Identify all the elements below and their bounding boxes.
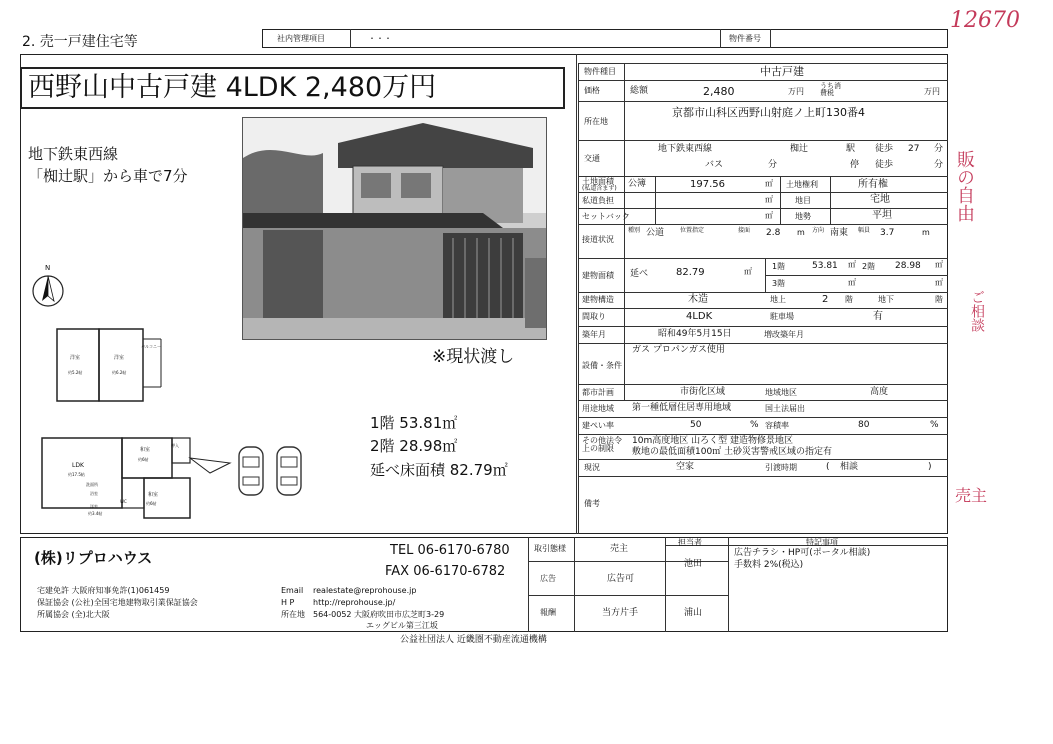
fp-1f-youshitsu: 洋室 (90, 504, 98, 509)
floor-1-area: 53.81 (812, 261, 838, 271)
extension-label: 増改築年月 (764, 330, 804, 339)
fp-1f-wc: WC (120, 499, 127, 504)
above-ground-unit: 階 (845, 295, 853, 304)
company-address-2: エッグビル第三江坂 (366, 621, 438, 630)
building-area-label: 建物面積 (582, 271, 614, 280)
layout-value: 4LDK (686, 311, 713, 322)
land-right-label: 土地権利 (786, 180, 818, 189)
email-value[interactable]: realestate@reprohouse.jp (313, 586, 417, 595)
trade-mode-value: 売主 (610, 544, 629, 554)
fp-1f-youshitsu-size: 約3.4帖 (88, 511, 103, 516)
below-ground-label: 地下 (878, 295, 894, 304)
city-plan-label: 都市計画 (582, 388, 614, 397)
floorplan-2f (55, 327, 165, 407)
traffic-label: 交通 (584, 154, 600, 163)
fee-label: 報酬 (540, 608, 556, 617)
setback-label: セットバック (582, 212, 630, 221)
floorplan-1f (40, 428, 240, 528)
traffic-line: 地下鉄東西線 (658, 144, 713, 154)
floor-area-total: 延べ床面積 82.79㎡ (370, 461, 508, 479)
handover-paren-open: ( (826, 462, 830, 472)
direction-label: 方向 (812, 227, 825, 234)
bus-label: バス (705, 160, 724, 170)
internal-admin-label: 社内管理項目 (277, 34, 325, 43)
address-label: 所在地 (584, 117, 608, 126)
price-value: 2,480 (703, 85, 735, 98)
fp-1f-closet: 押入 (171, 443, 179, 448)
company-tel: TEL 06-6170-6780 (390, 543, 510, 558)
far-value: 80 (858, 420, 870, 430)
use-zone-label: 用途地域 (582, 404, 614, 413)
floor-2-label: 2階 (862, 262, 876, 271)
special-1: 広告チラシ・HP可(ポータル相談) (734, 548, 871, 558)
layout-label: 間取り (582, 312, 606, 321)
floor-2-area: 28.98 (895, 261, 921, 271)
tax-unit: 万円 (924, 87, 940, 96)
fp-1f-wash: 洗面所 (86, 482, 98, 487)
status-value: 空家 (676, 462, 695, 472)
frontage-unit: m (797, 228, 805, 237)
height-zone-value: 高度 (870, 387, 889, 397)
terrain-label: 地勢 (795, 212, 811, 221)
other-law-2: 敷地の最低面積100㎡ 土砂災害警戒区域の指定有 (632, 447, 833, 457)
fp-2f-room-b: 洋室 (114, 355, 125, 361)
traffic-walk-min: 27 (908, 144, 920, 154)
terrain-value: 平坦 (872, 210, 892, 221)
ad-label: 広告 (540, 574, 556, 583)
fp-1f-washitsu-1: 和室 (140, 447, 151, 453)
private-road-label: 私道負担 (582, 196, 614, 205)
road-kind-label: 種別 (628, 227, 641, 234)
below-ground-unit: 階 (935, 295, 943, 304)
ad-value: 広告可 (607, 574, 635, 584)
handwritten-note-3: 売主 (955, 486, 988, 505)
handover-paren-close: ) (928, 462, 932, 472)
floor-1-unit: ㎡ (848, 260, 856, 269)
land-category-label: 地目 (795, 196, 811, 205)
bcr-unit: % (750, 420, 759, 430)
frontage-value: 2.8 (766, 228, 781, 238)
traffic-station-suffix: 駅 (846, 144, 856, 154)
house-photo (242, 117, 547, 340)
built-label: 築年月 (582, 330, 606, 339)
traffic-station: 椥辻 (790, 144, 809, 154)
car-icon (236, 445, 266, 497)
other-law-label: その他法令上の制限 (582, 436, 622, 454)
traffic-walk-label: 徒歩 (875, 144, 894, 154)
handover-value: 相談 (840, 462, 859, 472)
hp-value[interactable]: http://reprohouse.jp/ (313, 598, 396, 607)
road-position: 位置指定 (680, 227, 705, 234)
private-road-unit: ㎡ (765, 195, 773, 204)
company-assoc-1: 保証協会 (公社)全国宅地建物取引業保証協会 (37, 598, 198, 607)
stop-walk: 徒歩 (875, 160, 894, 170)
fp-1f-washitsu-1-size: 約6帖 (138, 457, 149, 462)
floor-other-unit: ㎡ (935, 278, 943, 287)
type-value: 中古戸建 (760, 65, 804, 78)
fp-2f-room-a: 洋室 (70, 355, 81, 361)
company-license: 宅建免許 大阪府知事免許(1)061459 (37, 586, 170, 595)
fp-2f-room-a-size: 約5.2帖 (68, 370, 83, 375)
access-line: 地下鉄東西線 (28, 145, 119, 163)
land-right-value: 所有権 (858, 179, 888, 190)
direction-value: 南東 (830, 228, 849, 238)
remarks-label: 備考 (584, 499, 600, 508)
other-law-1: 10m高度地区 山ろく型 建造物修景地区 (632, 436, 793, 446)
land-kobo: 公簿 (628, 179, 647, 189)
land-law-label: 国土法届出 (765, 404, 805, 413)
floor-area-2f: 2階 28.98㎡ (370, 437, 458, 455)
above-ground-value: 2 (822, 294, 829, 305)
fp-1f-ldk-size: 約17.5帖 (68, 472, 85, 477)
compass-north: N (45, 264, 51, 272)
land-area-label: 土地面積 (582, 177, 614, 186)
height-zone-label: 地域地区 (765, 388, 797, 397)
fee-value: 当方片手 (602, 608, 639, 618)
company-fax: FAX 06-6170-6782 (385, 564, 506, 579)
staff-1: 池田 (684, 559, 703, 569)
status-label: 現況 (584, 463, 600, 472)
land-area-value: 197.56 (690, 179, 725, 190)
handwritten-note-2: ご相談 (969, 290, 985, 332)
structure-label: 建物構造 (582, 295, 614, 304)
handwritten-note-1: 販の自由 (954, 150, 975, 222)
fp-2f-room-b-size: 約6.2帖 (112, 370, 127, 375)
parking-label: 駐車場 (770, 312, 794, 321)
company-address-label: 所在地 (281, 610, 305, 619)
structure-value: 木造 (688, 294, 708, 305)
email-label: Email (281, 586, 304, 595)
footer-org: 公益社団法人 近畿圏不動産流通機構 (400, 635, 547, 645)
handwritten-number: 12670 (950, 8, 1020, 33)
land-area-sub: (私道含まず) (582, 185, 617, 192)
fp-1f-ldk: LDK (72, 462, 84, 469)
width-label: 幅員 (858, 227, 871, 234)
fp-1f-washitsu-2: 和室 (148, 492, 159, 498)
width-value: 3.7 (880, 228, 895, 238)
building-area-value: 82.79 (676, 267, 705, 278)
traffic-min-unit: 分 (934, 144, 944, 154)
building-nobe: 延べ (630, 269, 649, 279)
stop-label: 停 (850, 160, 860, 170)
building-area-unit: ㎡ (744, 267, 752, 276)
land-area-unit: ㎡ (765, 179, 773, 188)
parking-value: 有 (873, 311, 883, 322)
floor-3-label: 3階 (772, 279, 786, 288)
fp-1f-bath: 浴室 (90, 491, 98, 496)
property-number-label: 物件番号 (729, 34, 761, 43)
price-unit: 万円 (788, 87, 804, 96)
special-label: 特記事項 (806, 538, 838, 547)
setback-unit: ㎡ (765, 211, 773, 220)
price-total-label: 総額 (630, 86, 649, 96)
floor-3-unit: ㎡ (848, 278, 856, 287)
land-category-value: 宅地 (870, 194, 890, 205)
far-label: 容積率 (765, 421, 789, 430)
road-label: 接道状況 (582, 235, 614, 244)
access-station: 「椥辻駅」から車で7分 (28, 167, 188, 185)
trade-mode-label: 取引態様 (534, 544, 566, 553)
stop-unit: 分 (934, 160, 944, 170)
special-2: 手数料 2%(税込) (734, 560, 804, 570)
fp-1f-washitsu-2-size: 約6帖 (146, 501, 157, 506)
far-unit: % (930, 420, 939, 430)
section-title: 2. 売一戸建住宅等 (22, 34, 138, 50)
car-icon (274, 445, 304, 497)
road-type: 公道 (646, 228, 665, 238)
facility-value: ガス プロパンガス使用 (632, 345, 725, 355)
floor-2-unit: ㎡ (935, 260, 943, 269)
width-unit: m (922, 228, 930, 237)
company-assoc-2: 所属協会 (全)北大阪 (37, 610, 110, 619)
headline: 西野山中古戸建 4LDK 2,480万円 (28, 72, 437, 103)
staff-label: 担当者 (678, 538, 702, 547)
bcr-label: 建ぺい率 (582, 421, 614, 430)
type-label: 物件種目 (584, 67, 616, 76)
bus-unit: 分 (768, 160, 778, 170)
floor-area-1f: 1階 53.81㎡ (370, 414, 458, 432)
compass-icon (29, 270, 67, 308)
city-plan-value: 市街化区域 (680, 387, 726, 397)
above-ground-label: 地上 (770, 295, 786, 304)
built-value: 昭和49年5月15日 (658, 329, 732, 339)
handover-label: 引渡時期 (765, 463, 797, 472)
fp-2f-balcony: バルコニー (141, 344, 161, 349)
staff-2: 浦山 (684, 608, 703, 618)
internal-admin-box (262, 29, 948, 48)
tax-label: うち消費税 (820, 82, 841, 97)
internal-admin-value: ・・・ (368, 34, 392, 43)
bcr-value: 50 (690, 420, 702, 430)
frontage-label: 接面 (738, 227, 751, 234)
company-address-1: 564-0052 大阪府吹田市広芝町3-29 (313, 610, 445, 619)
facility-label: 設備・条件 (582, 361, 622, 370)
address-value: 京都市山科区西野山射庭ノ上町130番4 (672, 106, 865, 119)
price-label: 価格 (584, 86, 600, 95)
floor-1-label: 1階 (772, 262, 786, 271)
use-zone-value: 第一種低層住居専用地域 (632, 403, 732, 413)
hp-label: H P (281, 598, 295, 607)
current-state-note: ※現状渡し (432, 347, 515, 367)
company-name: (株)リプロハウス (34, 549, 153, 567)
